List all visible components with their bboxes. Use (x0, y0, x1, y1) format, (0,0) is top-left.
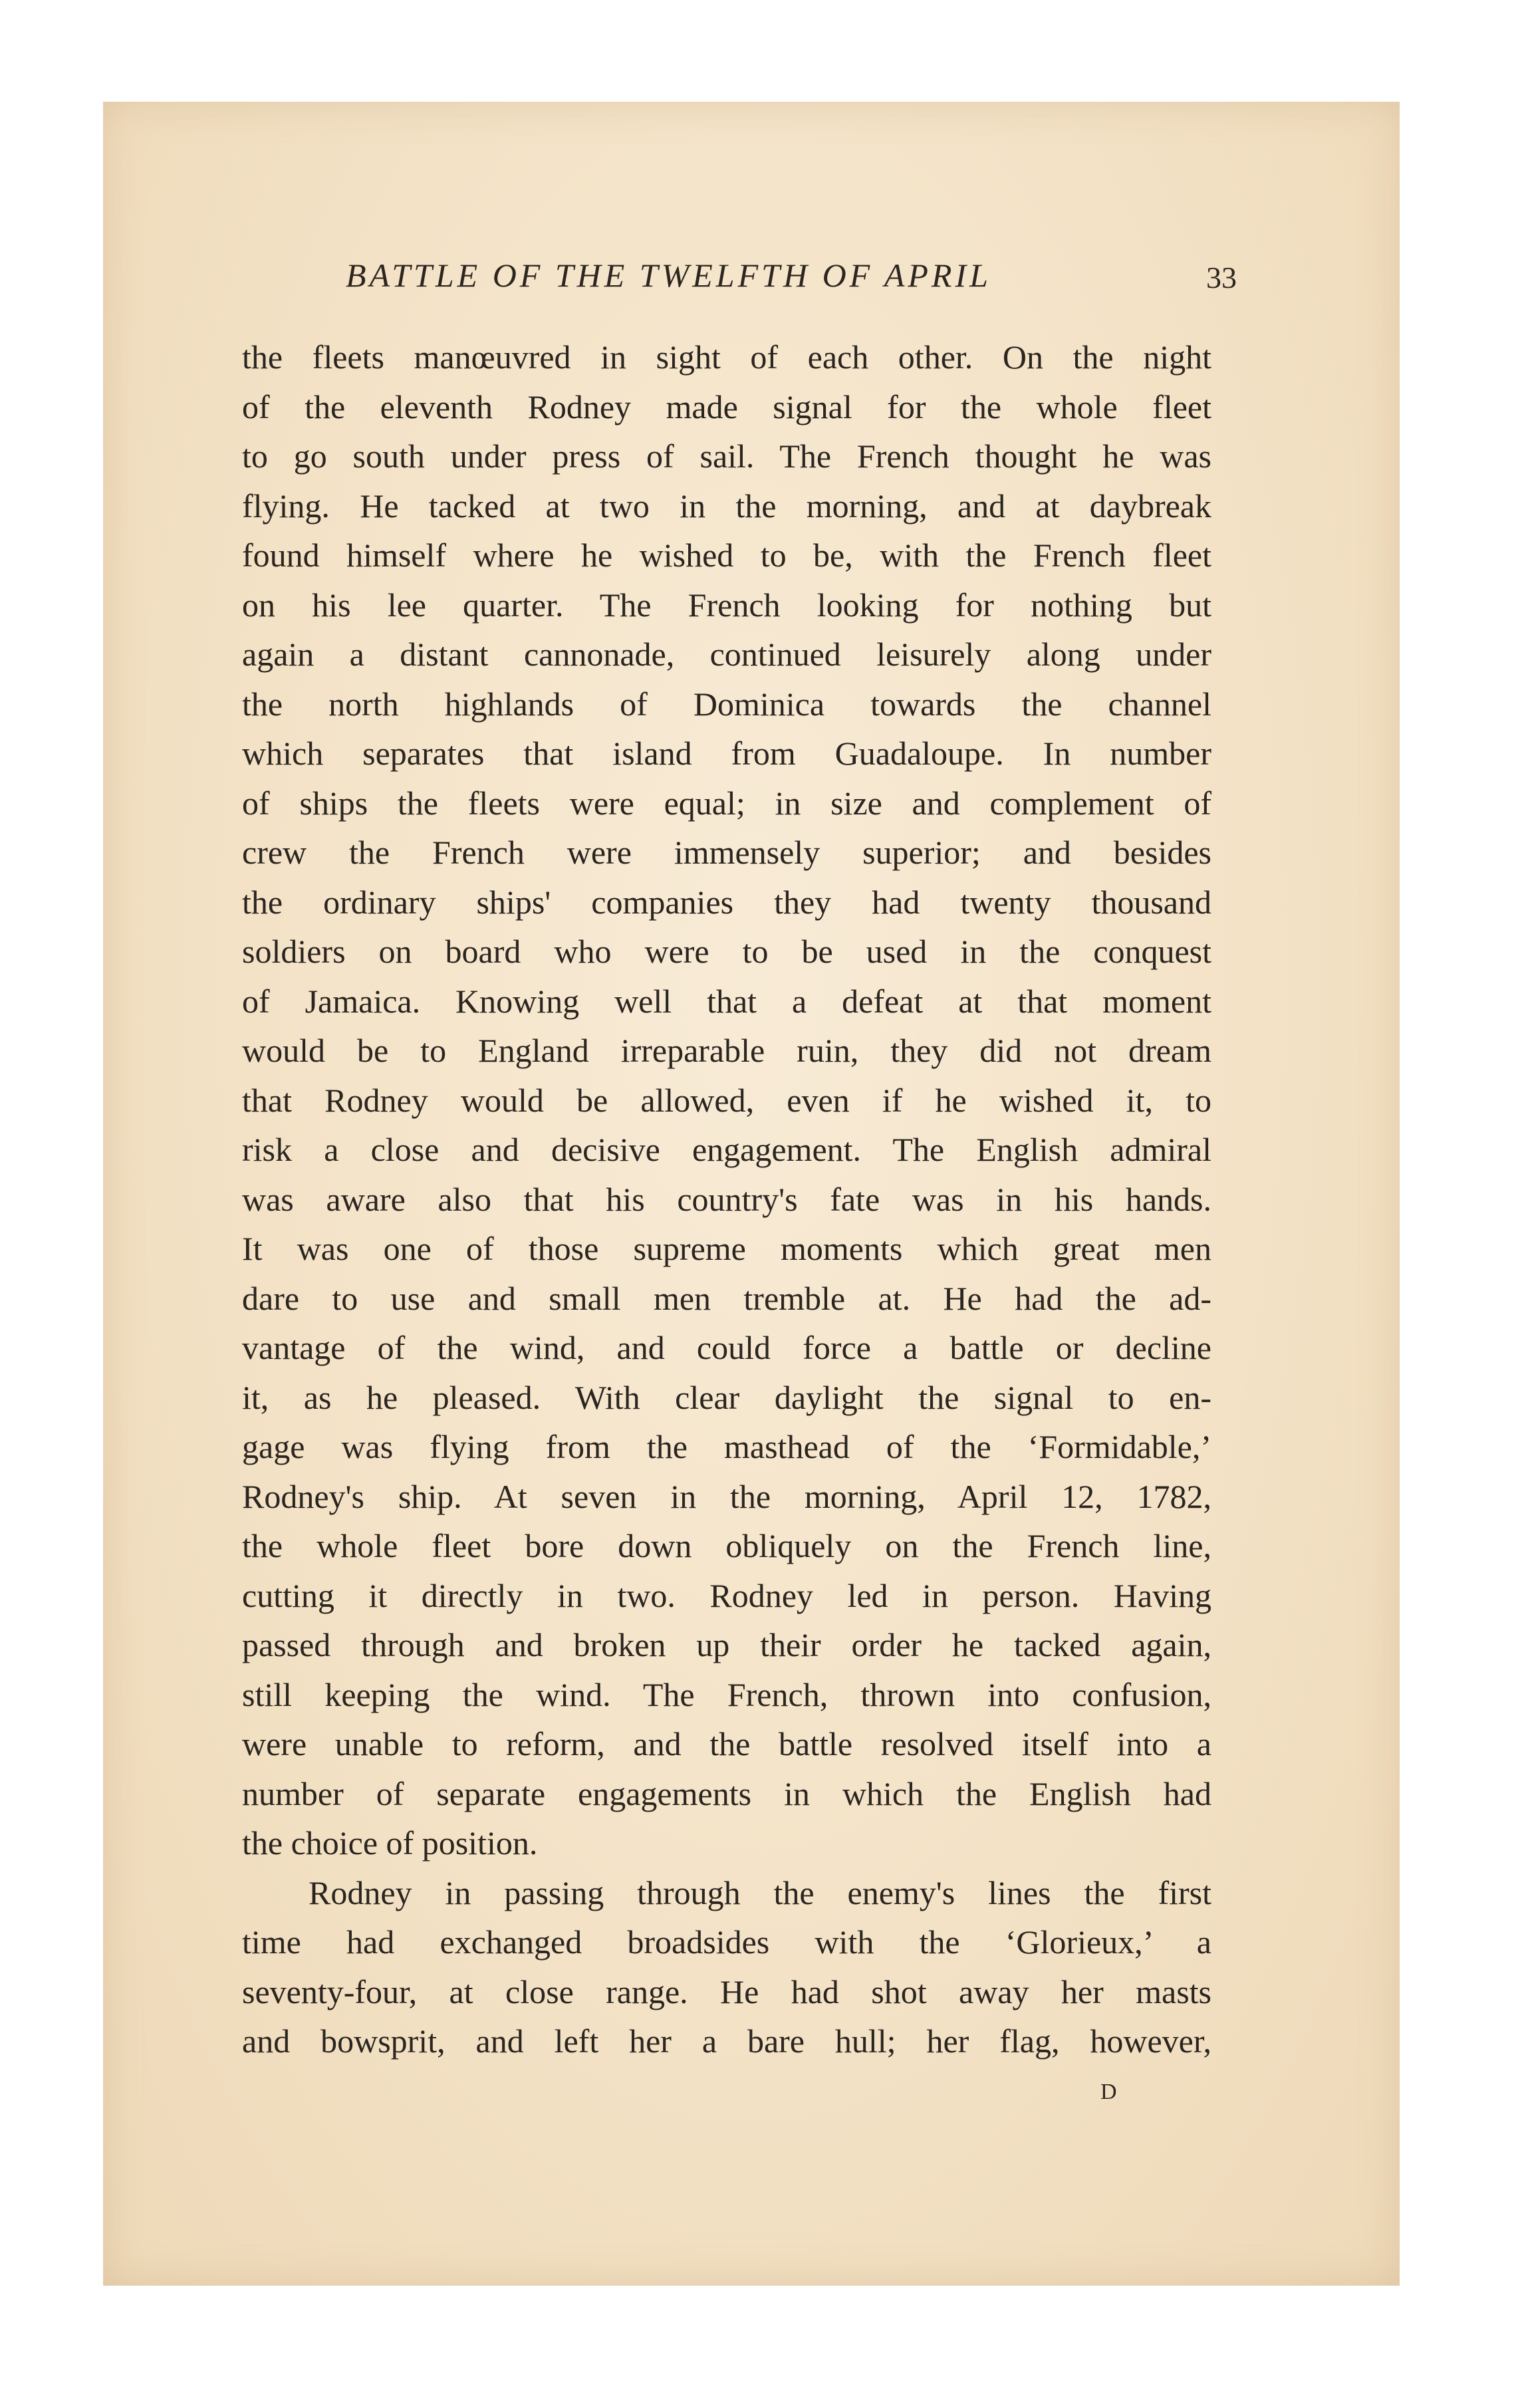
text-line: vantage of the wind, and could force a battle or decline (242, 1329, 1211, 1366)
text-line: It was one of those supreme moments which great men (242, 1230, 1211, 1267)
text-line: flying. He tacked at two in the morning, and at daybreak (242, 487, 1211, 525)
text-line: found himself where he wished to be, with the French fleet (242, 537, 1211, 574)
text-line: it, as he pleased. With clear daylight the signal to en- (242, 1378, 1211, 1416)
text-line: were unable to reform, and the battle resolved itself into a (242, 1725, 1211, 1762)
text-line: of the eleventh Rodney made signal for the whole fleet (242, 388, 1211, 425)
text-line: the choice of position. (242, 1824, 538, 1862)
text-line: which separates that island from Guadaloupe. In number (242, 735, 1211, 772)
text-line: the fleets manœuvred in sight of each other. On the night (242, 338, 1211, 376)
text-line: cutting it directly in two. Rodney led in person. Having (242, 1576, 1211, 1614)
text-line: the ordinary ships' companies they had twenty thousand (242, 883, 1211, 921)
signature-mark: D (1100, 2080, 1118, 2104)
text-line: time had exchanged broadsides with the ‘Glorieux,’ a (242, 1923, 1211, 1961)
text-line: of Jamaica. Knowing well that a defeat at that moment (242, 982, 1211, 1020)
text-line: soldiers on board who were to be used in the conquest (242, 933, 1211, 970)
text-line: was aware also that his country's fate was in his hands. (242, 1180, 1211, 1218)
running-title: BATTLE OF THE TWELFTH OF APRIL (346, 257, 991, 294)
page-number: 33 (1206, 261, 1237, 295)
text-line: on his lee quarter. The French looking for nothing but (242, 586, 1211, 624)
body-text (242, 332, 1211, 2066)
text-line: dare to use and small men tremble at. He had the ad- (242, 1279, 1211, 1317)
text-line: again a distant cannonade, continued leisurely along under (242, 636, 1211, 673)
text-line: the north highlands of Dominica towards the channel (242, 685, 1211, 723)
text-line: to go south under press of sail. The French thought he was (242, 437, 1211, 475)
text-line: of ships the fleets were equal; in size and complement of (242, 784, 1211, 822)
text-line: and bowsprit, and left her a bare hull; her flag, however, (242, 2022, 1211, 2060)
text-line: Rodney in passing through the enemy's lines the first (309, 1873, 1211, 1911)
text-line: number of separate engagements in which the English had (242, 1774, 1211, 1812)
text-line: gage was flying from the masthead of the ‘Formidable,’ (242, 1428, 1211, 1465)
text-line: that Rodney would be allowed, even if he wished it, to (242, 1081, 1211, 1119)
text-line: the whole fleet bore down obliquely on the French line, (242, 1527, 1211, 1564)
text-line: passed through and broken up their order he tacked again, (242, 1626, 1211, 1663)
text-line: seventy-four, at close range. He had shot away her masts (242, 1973, 1211, 2010)
running-head (346, 256, 1237, 302)
text-line: risk a close and decisive engagement. The English admiral (242, 1131, 1211, 1168)
text-line: crew the French were immensely superior; and besides (242, 834, 1211, 871)
text-line: still keeping the wind. The French, thrown into confusion, (242, 1675, 1211, 1713)
text-line: would be to England irreparable ruin, they did not dream (242, 1032, 1211, 1069)
text-line: Rodney's ship. At seven in the morning, April 12, 1782, (242, 1477, 1211, 1515)
